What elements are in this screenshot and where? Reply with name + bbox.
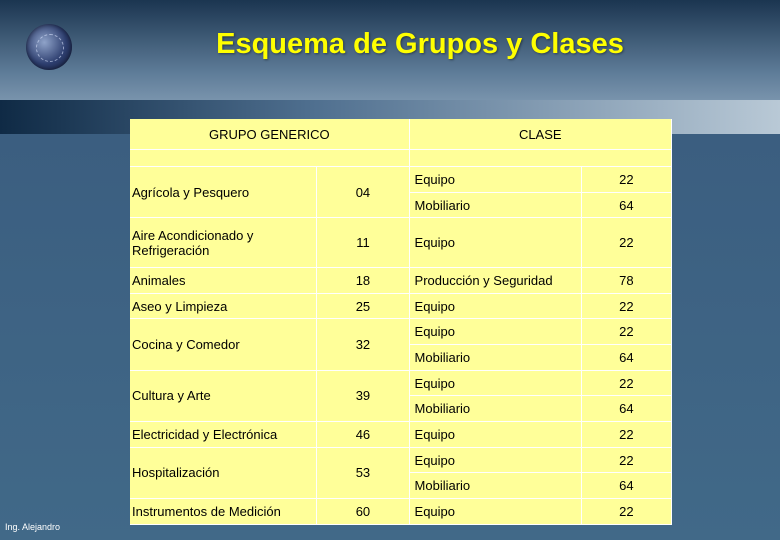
class-number: 22	[581, 218, 671, 268]
slide-header	[0, 0, 780, 134]
class-number: 78	[581, 268, 671, 294]
class-name: Mobiliario	[409, 473, 581, 499]
class-name: Equipo	[409, 422, 581, 448]
group-name: Agrícola y Pesquero	[130, 167, 317, 218]
table-row	[130, 218, 672, 268]
group-name: Hospitalización	[130, 447, 317, 498]
groups-classes-table	[130, 119, 672, 525]
group-name: Animales	[130, 268, 317, 294]
group-code: 04	[317, 167, 409, 218]
class-number: 22	[581, 499, 671, 525]
table-row	[130, 268, 672, 294]
group-name: Cocina y Comedor	[130, 319, 317, 370]
group-code: 32	[317, 319, 409, 370]
table-row	[130, 293, 672, 319]
group-code: 18	[317, 268, 409, 294]
class-number: 22	[581, 167, 671, 193]
class-name: Equipo	[409, 167, 581, 193]
group-code: 39	[317, 370, 409, 421]
class-number: 64	[581, 473, 671, 499]
class-name: Equipo	[409, 293, 581, 319]
table-spacer-row	[130, 150, 672, 167]
table-row	[130, 499, 672, 525]
table-row	[130, 167, 672, 193]
group-name: Aseo y Limpieza	[130, 293, 317, 319]
class-name: Equipo	[409, 499, 581, 525]
class-name: Producción y Seguridad	[409, 268, 581, 294]
class-name: Equipo	[409, 319, 581, 345]
class-number: 64	[581, 192, 671, 218]
group-name: Instrumentos de Medición	[130, 499, 317, 525]
class-number: 22	[581, 370, 671, 396]
class-number: 22	[581, 319, 671, 345]
class-name: Mobiliario	[409, 345, 581, 371]
class-name: Mobiliario	[409, 396, 581, 422]
group-name: Aire Acondicionado y Refrigeración	[130, 218, 317, 268]
header-class: CLASE	[409, 119, 671, 150]
class-number: 64	[581, 345, 671, 371]
group-name: Cultura y Arte	[130, 370, 317, 421]
group-code: 25	[317, 293, 409, 319]
header-group: GRUPO GENERICO	[130, 119, 409, 150]
group-code: 11	[317, 218, 409, 268]
class-name: Mobiliario	[409, 192, 581, 218]
slide-title: Esquema de Grupos y Clases	[216, 28, 624, 60]
class-number: 22	[581, 447, 671, 473]
group-name: Electricidad y Electrónica	[130, 422, 317, 448]
globe-logo-icon	[26, 24, 72, 70]
table-header-row	[130, 119, 672, 150]
table-row	[130, 422, 672, 448]
class-number: 22	[581, 422, 671, 448]
group-code: 60	[317, 499, 409, 525]
class-number: 64	[581, 396, 671, 422]
class-name: Equipo	[409, 447, 581, 473]
class-name: Equipo	[409, 218, 581, 268]
table-row	[130, 447, 672, 473]
group-code: 46	[317, 422, 409, 448]
table-row	[130, 319, 672, 345]
class-name: Equipo	[409, 370, 581, 396]
table-row	[130, 370, 672, 396]
group-code: 53	[317, 447, 409, 498]
footer-author: Ing. Alejandro	[5, 522, 61, 532]
class-number: 22	[581, 293, 671, 319]
